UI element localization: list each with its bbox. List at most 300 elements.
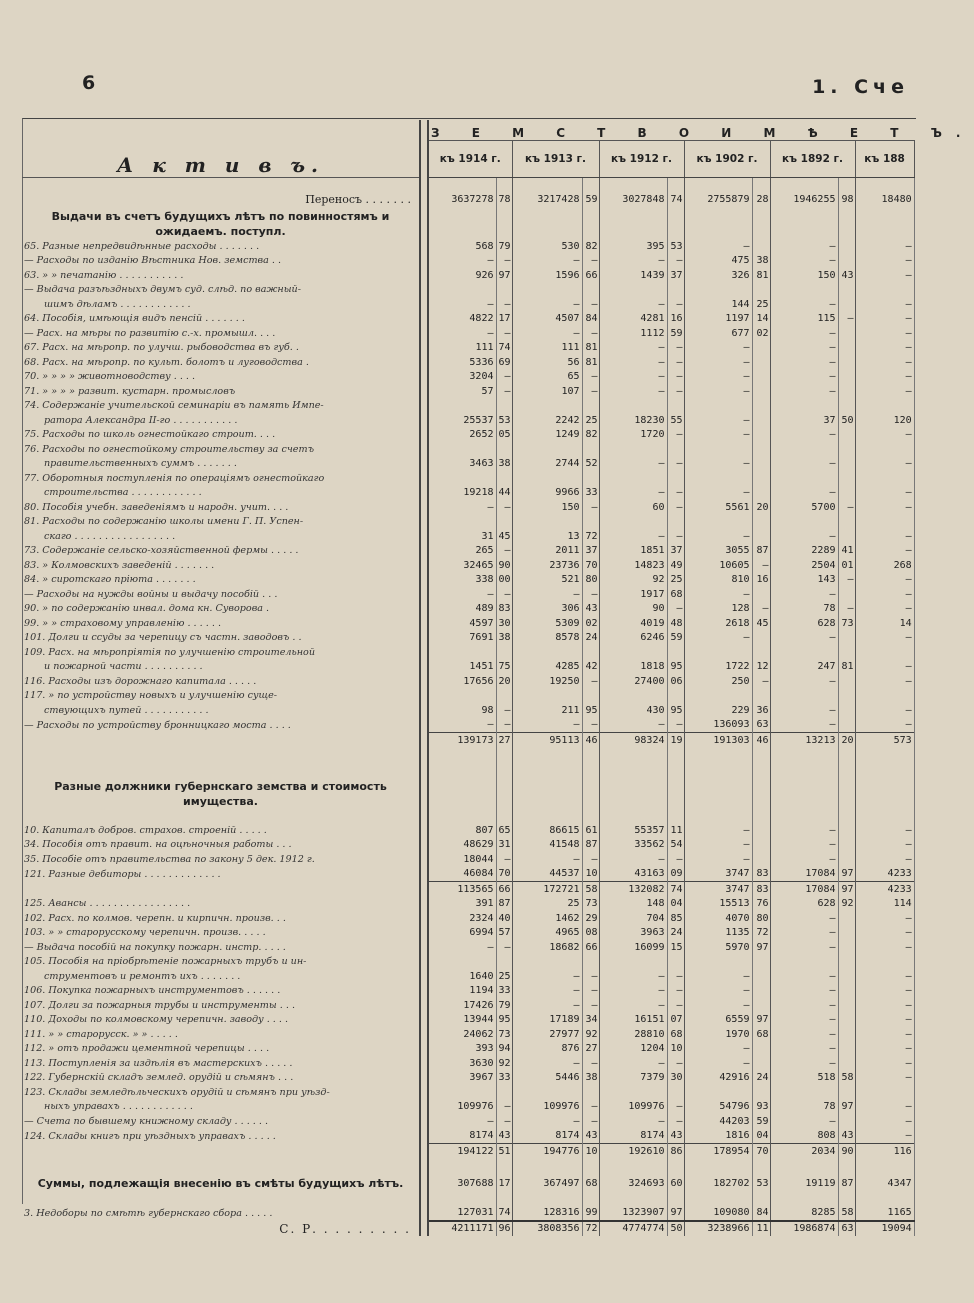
column-header: къ 1913 г. (512, 141, 599, 178)
amount-rubles: 33562 (599, 838, 667, 853)
amount-kopeks (496, 762, 512, 777)
amount-rubles: 13 (512, 529, 582, 544)
row-label: и пожарной части . . . . . . . . . . (22, 660, 420, 675)
amount-rubles: 1596 (512, 268, 582, 283)
amount-rubles: 5561 (684, 500, 752, 515)
amount-kopeks: 41 (838, 544, 855, 559)
table-row (22, 823, 914, 838)
table-row (22, 852, 914, 867)
amount-kopeks (667, 471, 684, 486)
amount-kopeks: 97 (838, 882, 855, 897)
amount-rubles: 7691 (428, 631, 496, 646)
amount-kopeks: 59 (582, 193, 599, 208)
table-row (22, 984, 914, 999)
amount-kopeks: 98 (838, 193, 855, 208)
amount-rubles: 3747 (684, 867, 752, 882)
amount-kopeks: — (582, 1056, 599, 1071)
amount-rubles: — (855, 838, 914, 853)
table-row (22, 399, 914, 414)
amount-rubles: 807 (428, 823, 496, 838)
amount-rubles (684, 178, 752, 193)
amount-rubles: 32465 (428, 558, 496, 573)
amount-rubles: 1197 (684, 312, 752, 327)
amount-kopeks (838, 926, 855, 941)
amount-kopeks: — (582, 500, 599, 515)
amount-kopeks: 79 (496, 998, 512, 1013)
amount-kopeks (752, 587, 770, 602)
amount-rubles: 704 (599, 911, 667, 926)
amount-rubles: 568 (428, 239, 496, 254)
amount-rubles: — (770, 838, 838, 853)
amount-kopeks (838, 254, 855, 269)
amount-rubles: 55357 (599, 823, 667, 838)
row-label: 101. Долги и ссуды за черепицу съ частн. заводовъ . . (22, 631, 420, 646)
table-row (22, 897, 914, 912)
amount-kopeks (752, 1085, 770, 1100)
amount-kopeks (496, 442, 512, 457)
amount-kopeks: 69 (496, 355, 512, 370)
amount-kopeks (752, 748, 770, 763)
amount-rubles: 18682 (512, 940, 582, 955)
row-label: 84. » сиротскаго пріюта . . . . . . . (22, 573, 420, 588)
amount-rubles: 4285 (512, 660, 582, 675)
amount-kopeks: 58 (582, 882, 599, 897)
amount-rubles: 8285 (770, 1205, 838, 1221)
amount-kopeks: 38 (496, 457, 512, 472)
amount-kopeks: 43 (838, 1129, 855, 1144)
amount-rubles: — (684, 486, 752, 501)
row-label: — Расх. на мѣры по развитію с.-х. промышл. . . . (22, 326, 420, 341)
amount-rubles: 10605 (684, 558, 752, 573)
amount-rubles: 25537 (428, 413, 496, 428)
amount-rubles: — (855, 312, 914, 327)
amount-rubles: 98324 (599, 733, 667, 748)
amount-kopeks: — (582, 1114, 599, 1129)
amount-kopeks: 92 (496, 1056, 512, 1071)
amount-kopeks: — (667, 1056, 684, 1071)
amount-rubles: 4597 (428, 616, 496, 631)
amount-rubles: — (770, 254, 838, 269)
amount-rubles (512, 442, 582, 457)
amount-rubles: — (770, 1027, 838, 1042)
table-row (22, 1205, 914, 1221)
amount-rubles (512, 748, 582, 763)
amount-rubles: 4211171 (428, 1221, 496, 1237)
amount-rubles: — (599, 718, 667, 733)
amount-rubles: — (855, 1071, 914, 1086)
amount-rubles (684, 645, 752, 660)
amount-kopeks (838, 762, 855, 777)
table-row (22, 193, 914, 208)
amount-rubles (855, 748, 914, 763)
amount-rubles (770, 689, 838, 704)
amount-kopeks (582, 1085, 599, 1100)
amount-rubles: — (855, 544, 914, 559)
amount-kopeks (582, 1191, 599, 1206)
amount-rubles: — (770, 911, 838, 926)
amount-kopeks: 97 (838, 867, 855, 882)
amount-rubles: 132082 (599, 882, 667, 897)
table-row (22, 762, 914, 777)
row-label: 102. Расх. по колмов. черепн. и кирпичн. произв. . . (22, 911, 420, 926)
amount-rubles: 2744 (512, 457, 582, 472)
table-row (22, 882, 914, 897)
amount-rubles: 27977 (512, 1027, 582, 1042)
amount-rubles (512, 178, 582, 193)
table-row (22, 998, 914, 1013)
amount-kopeks (752, 178, 770, 193)
amount-kopeks: 50 (838, 413, 855, 428)
amount-kopeks (667, 748, 684, 763)
table-row (22, 1191, 914, 1206)
amount-rubles: 182702 (684, 1159, 752, 1191)
amount-rubles: 17084 (770, 867, 838, 882)
row-label: 117. » по устройству новыхъ и улучшенію суще- (22, 689, 420, 704)
amount-rubles: 628 (770, 616, 838, 631)
amount-kopeks: — (667, 852, 684, 867)
amount-kopeks: 96 (496, 1221, 512, 1237)
table-row (22, 428, 914, 443)
amount-rubles: — (770, 984, 838, 999)
table-row (22, 207, 914, 239)
amount-kopeks: 68 (582, 1159, 599, 1191)
row-label: 68. Расх. на мѣропр. по культ. болотъ и луговодства . (22, 355, 420, 370)
amount-rubles (770, 809, 838, 824)
amount-rubles (512, 777, 582, 809)
amount-rubles: — (599, 384, 667, 399)
amount-kopeks: — (496, 703, 512, 718)
amount-kopeks: 17 (496, 1159, 512, 1191)
amount-rubles: 98 (428, 703, 496, 718)
amount-kopeks (582, 515, 599, 530)
row-label: 71. » » » » развит. кустарн. промысловъ (22, 384, 420, 399)
amount-kopeks: 74 (496, 341, 512, 356)
amount-kopeks: 30 (667, 1071, 684, 1086)
amount-kopeks (582, 748, 599, 763)
row-label: 116. Расходы изъ дорожнаго капитала . . . . . (22, 674, 420, 689)
amount-rubles: — (599, 998, 667, 1013)
amount-kopeks (582, 283, 599, 298)
amount-kopeks: 59 (667, 326, 684, 341)
amount-rubles: — (684, 969, 752, 984)
row-label: правительственныхъ суммъ . . . . . . . (22, 457, 420, 472)
amount-rubles: 2324 (428, 911, 496, 926)
amount-rubles: 15513 (684, 897, 752, 912)
amount-kopeks: 72 (582, 1221, 599, 1237)
amount-rubles: — (684, 413, 752, 428)
amount-rubles: — (855, 1013, 914, 1028)
amount-kopeks (496, 207, 512, 239)
amount-kopeks: 90 (496, 558, 512, 573)
amount-kopeks (582, 645, 599, 660)
amount-kopeks: — (582, 384, 599, 399)
amount-rubles (684, 809, 752, 824)
table-row (22, 457, 914, 472)
amount-kopeks: 46 (582, 733, 599, 748)
amount-rubles: 172721 (512, 882, 582, 897)
amount-rubles: — (599, 457, 667, 472)
amount-kopeks (752, 969, 770, 984)
amount-rubles (512, 645, 582, 660)
amount-kopeks: 70 (752, 1144, 770, 1159)
amount-kopeks: 57 (496, 926, 512, 941)
amount-rubles: 78 (770, 1100, 838, 1115)
amount-rubles: 14 (855, 616, 914, 631)
amount-kopeks: — (496, 1114, 512, 1129)
amount-rubles: 23736 (512, 558, 582, 573)
amount-rubles: 144 (684, 297, 752, 312)
amount-kopeks (752, 1056, 770, 1071)
amount-rubles: — (770, 239, 838, 254)
row-label (22, 748, 420, 763)
amount-rubles: — (599, 969, 667, 984)
amount-rubles: 430 (599, 703, 667, 718)
amount-rubles: — (599, 486, 667, 501)
amount-kopeks: 53 (496, 413, 512, 428)
table-row (22, 777, 914, 809)
amount-rubles: 17426 (428, 998, 496, 1013)
row-label: Суммы, подлежащія внесенію въ смѣты будущихъ лѣтъ. (22, 1159, 420, 1191)
amount-rubles: 1439 (599, 268, 667, 283)
amount-kopeks: 40 (496, 911, 512, 926)
amount-kopeks: 92 (838, 897, 855, 912)
amount-rubles: 191303 (684, 733, 752, 748)
row-label: 83. » Колмовскихъ заведеній . . . . . . . (22, 558, 420, 573)
amount-kopeks: 66 (582, 940, 599, 955)
amount-rubles: 16151 (599, 1013, 667, 1028)
amount-rubles: — (770, 457, 838, 472)
amount-rubles: 628 (770, 897, 838, 912)
amount-rubles: 109080 (684, 1205, 752, 1221)
amount-rubles (684, 748, 752, 763)
amount-rubles (599, 645, 667, 660)
amount-kopeks: 94 (496, 1042, 512, 1057)
amount-kopeks: 63 (752, 718, 770, 733)
amount-rubles: 3963 (599, 926, 667, 941)
table-row (22, 239, 914, 254)
amount-rubles: 489 (428, 602, 496, 617)
amount-rubles: 95113 (512, 733, 582, 748)
amount-kopeks (752, 399, 770, 414)
amount-rubles (428, 777, 496, 809)
amount-kopeks (752, 838, 770, 853)
amount-rubles (684, 442, 752, 457)
amount-rubles: 27400 (599, 674, 667, 689)
amount-rubles: 475 (684, 254, 752, 269)
amount-kopeks: — (496, 384, 512, 399)
amount-kopeks (838, 178, 855, 193)
amount-rubles: 3967 (428, 1071, 496, 1086)
row-label: 124. Склады книгъ при уѣздныхъ управахъ . . . . . (22, 1129, 420, 1144)
row-label: 77. Оборотныя поступленія по операціямъ огнестойкаго (22, 471, 420, 486)
amount-kopeks (838, 207, 855, 239)
amount-rubles (428, 1085, 496, 1100)
row-label: 112. » отъ продажи цементной черепицы . . . . (22, 1042, 420, 1057)
amount-rubles (428, 178, 496, 193)
table-row (22, 1129, 914, 1144)
table-row (22, 660, 914, 675)
table-row (22, 297, 914, 312)
amount-rubles: — (599, 297, 667, 312)
amount-kopeks: — (582, 254, 599, 269)
amount-kopeks: 84 (752, 1205, 770, 1221)
amount-kopeks: 43 (667, 1129, 684, 1144)
amount-kopeks: 52 (582, 457, 599, 472)
amount-kopeks (496, 1085, 512, 1100)
amount-rubles (428, 442, 496, 457)
amount-kopeks: 11 (752, 1221, 770, 1237)
amount-rubles (684, 777, 752, 809)
amount-kopeks (496, 645, 512, 660)
amount-rubles (684, 1191, 752, 1206)
amount-rubles (599, 955, 667, 970)
amount-rubles: — (512, 852, 582, 867)
amount-kopeks: 42 (582, 660, 599, 675)
row-label: 67. Расх. на мѣропр. по улучш. рыбоводства въ губ. . (22, 341, 420, 356)
amount-kopeks (752, 457, 770, 472)
amount-rubles (770, 207, 838, 239)
amount-kopeks: 63 (838, 1221, 855, 1237)
row-label: — Выдача разъѣздныхъ двумъ суд. слѣд. по важный- (22, 283, 420, 298)
amount-kopeks: 46 (752, 733, 770, 748)
amount-rubles (428, 471, 496, 486)
amount-kopeks: — (582, 297, 599, 312)
amount-kopeks (752, 645, 770, 660)
table-row (22, 645, 914, 660)
amount-rubles: 395 (599, 239, 667, 254)
amount-rubles: — (770, 940, 838, 955)
amount-kopeks (667, 762, 684, 777)
amount-rubles: 1249 (512, 428, 582, 443)
amount-rubles: 139173 (428, 733, 496, 748)
amount-kopeks (838, 1027, 855, 1042)
amount-rubles: — (770, 1114, 838, 1129)
amount-kopeks: 87 (838, 1159, 855, 1191)
amount-rubles: 3204 (428, 370, 496, 385)
amount-kopeks (838, 442, 855, 457)
amount-kopeks: 06 (667, 674, 684, 689)
amount-rubles: 2618 (684, 616, 752, 631)
amount-rubles (599, 515, 667, 530)
amount-kopeks (752, 809, 770, 824)
amount-kopeks (496, 777, 512, 809)
row-label: — Выдача пособій на покупку пожарн. инстр. . . . . (22, 940, 420, 955)
amount-rubles: 18044 (428, 852, 496, 867)
row-label: 34. Пособія отъ правит. на оцѣночныя работы . . . (22, 838, 420, 853)
amount-kopeks: — (496, 254, 512, 269)
table-row (22, 674, 914, 689)
amount-rubles: — (684, 631, 752, 646)
amount-kopeks: — (496, 500, 512, 515)
amount-rubles: — (855, 355, 914, 370)
amount-kopeks (667, 1085, 684, 1100)
table-row (22, 867, 914, 882)
amount-rubles: — (512, 984, 582, 999)
amount-kopeks: 87 (582, 838, 599, 853)
amount-rubles: 393 (428, 1042, 496, 1057)
amount-kopeks (752, 823, 770, 838)
amount-kopeks: — (667, 297, 684, 312)
amount-rubles: — (855, 268, 914, 283)
amount-kopeks (752, 486, 770, 501)
row-label: Переносъ . . . . . . . (22, 193, 420, 208)
amount-rubles: 4774774 (599, 1221, 667, 1237)
amount-kopeks: 48 (667, 616, 684, 631)
amount-kopeks (496, 399, 512, 414)
amount-rubles: 247 (770, 660, 838, 675)
amount-rubles: — (684, 587, 752, 602)
amount-kopeks: 14 (752, 312, 770, 327)
amount-rubles (684, 515, 752, 530)
amount-kopeks (496, 689, 512, 704)
amount-rubles: — (855, 384, 914, 399)
amount-rubles: 60 (599, 500, 667, 515)
amount-rubles: 250 (684, 674, 752, 689)
amount-kopeks (752, 239, 770, 254)
row-label: 110. Доходы по колмовскому черепичн. заводу . . . . (22, 1013, 420, 1028)
amount-kopeks: — (496, 326, 512, 341)
amount-rubles: 4507 (512, 312, 582, 327)
amount-rubles: 1946255 (770, 193, 838, 208)
amount-rubles: 326 (684, 268, 752, 283)
amount-kopeks (667, 442, 684, 457)
column-header: къ 1902 г. (684, 141, 770, 178)
amount-rubles: — (770, 926, 838, 941)
amount-rubles: 8174 (599, 1129, 667, 1144)
table-row (22, 178, 914, 193)
amount-kopeks: — (667, 384, 684, 399)
page-number: 6 (82, 72, 96, 94)
amount-rubles (599, 777, 667, 809)
amount-rubles: 19094 (855, 1221, 914, 1237)
amount-kopeks (752, 529, 770, 544)
amount-kopeks: — (496, 370, 512, 385)
row-label: 63. » » печатанію . . . . . . . . . . . (22, 268, 420, 283)
amount-rubles: 338 (428, 573, 496, 588)
table-row (22, 471, 914, 486)
amount-rubles: — (855, 911, 914, 926)
amount-rubles (428, 762, 496, 777)
amount-rubles: 116 (855, 1144, 914, 1159)
amount-rubles (599, 442, 667, 457)
row-label: 103. » » старорусскому черепичн. произв. . . . . (22, 926, 420, 941)
amount-rubles: — (684, 428, 752, 443)
row-label: Выдачи въ счетъ будущихъ лѣтъ по повинностямъ и ожидаемъ. поступл. (22, 207, 420, 239)
amount-rubles: — (684, 998, 752, 1013)
amount-kopeks (838, 486, 855, 501)
amount-kopeks: — (667, 457, 684, 472)
amount-rubles (512, 399, 582, 414)
amount-kopeks: 58 (838, 1071, 855, 1086)
amount-rubles: 2034 (770, 1144, 838, 1159)
amount-kopeks (838, 645, 855, 660)
amount-kopeks: — (752, 674, 770, 689)
amount-rubles (512, 762, 582, 777)
amount-kopeks: 92 (582, 1027, 599, 1042)
amount-rubles (855, 955, 914, 970)
amount-rubles: 19218 (428, 486, 496, 501)
amount-rubles: 17656 (428, 674, 496, 689)
amount-kopeks: — (582, 969, 599, 984)
amount-rubles (770, 645, 838, 660)
amount-kopeks (667, 515, 684, 530)
amount-kopeks (752, 998, 770, 1013)
amount-rubles: — (684, 370, 752, 385)
amount-rubles: — (855, 1129, 914, 1144)
amount-rubles: 367497 (512, 1159, 582, 1191)
amount-rubles: 306 (512, 602, 582, 617)
amount-kopeks (582, 809, 599, 824)
